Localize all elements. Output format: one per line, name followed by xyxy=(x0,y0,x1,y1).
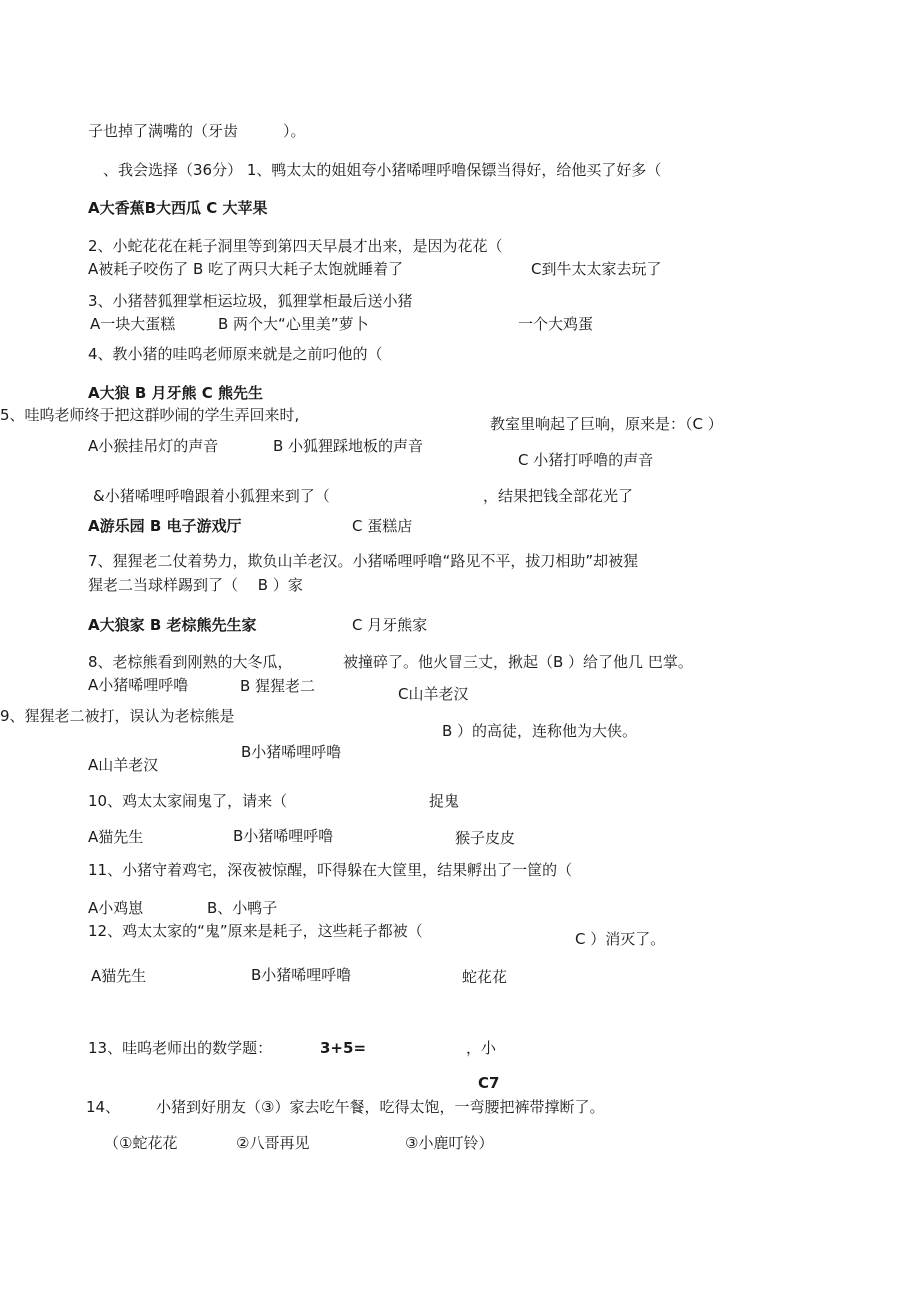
question-8-option-b: B 猩猩老二 xyxy=(240,677,316,695)
question-5-option-b: B 小狐狸踩地板的声音 xyxy=(273,437,424,455)
question-7-continuation: 猩老二当球样踢到了（ B ）家 xyxy=(88,576,303,594)
question-2: 2、小蛇花花在耗子洞里等到第四天早晨才出来，是因为花花（ xyxy=(88,237,503,255)
question-6-option-ab: A游乐园 B 电子游戏厅 xyxy=(88,517,242,535)
section-heading: 、我会选择（36分） 1、鸭太太的姐姐夸小猪唏哩呼噜保镖当得好，给他买了好多（ xyxy=(103,161,662,179)
question-10: 10、鸡太太家闹鬼了，请来（ xyxy=(88,792,288,810)
question-5-option-a: A小猴挂吊灯的声音 xyxy=(88,437,219,455)
question-10-option-c: 猴子皮皮 xyxy=(455,829,516,847)
question-5: 5、哇呜老师终于把这群吵闹的学生弄回来时, xyxy=(0,406,300,424)
question-14-number: 14、 xyxy=(86,1098,121,1116)
question-8: 8、老棕熊看到刚熟的大冬瓜， xyxy=(88,653,293,671)
question-11: 11、小猪守着鸡宅，深夜被惊醒，吓得躲在大筐里，结果孵出了一筐的（ xyxy=(88,861,573,879)
question-7-option-ab: A大狼家 B 老棕熊先生家 xyxy=(88,616,257,634)
question-13: 13、哇呜老师出的数学题： xyxy=(88,1039,273,1057)
question-9-continuation: B ）的高徒，连称他为大侠。 xyxy=(442,722,638,740)
question-12: 12、鸡太太家的“鬼”原来是耗子，这些耗子都被（ xyxy=(88,922,423,940)
question-10-continuation: 捉鬼 xyxy=(429,792,460,810)
question-8-option-a: A小猪唏哩呼噜 xyxy=(88,676,189,694)
question-14: 小猪到好朋友（③）家去吃午餐，吃得太饱，一弯腰把裤带撑断了。 xyxy=(156,1098,605,1116)
question-12-option-c: 蛇花花 xyxy=(462,968,508,986)
question-9-option-b: B小猪唏哩呼噜 xyxy=(241,743,342,761)
question-14-option-1: （①蛇花花 xyxy=(104,1134,178,1152)
question-7-option-c: C 月牙熊家 xyxy=(352,616,428,634)
question-6-continuation: ，结果把钱全部花光了 xyxy=(483,487,634,505)
text-line: 子也掉了满嘴的（牙齿 ）。 xyxy=(88,122,306,140)
question-3-option-a: A一块大蛋糕 xyxy=(90,315,176,333)
question-8-option-c: C山羊老汉 xyxy=(398,685,469,703)
question-13-expression: 3+5= xyxy=(320,1039,367,1057)
question-12-option-b: B小猪唏哩呼噜 xyxy=(251,966,352,984)
question-6-option-c: C 蛋糕店 xyxy=(352,517,413,535)
question-12-option-a: A猫先生 xyxy=(91,967,147,985)
question-3-option-b: B 两个大“心里美”萝卜 xyxy=(218,315,369,333)
question-8-continuation: 被撞碎了。他火冒三丈，揪起（B ）给了他几 巴掌。 xyxy=(343,653,693,671)
question-1-options: A大香蕉B大西瓜 C 大苹果 xyxy=(88,199,268,217)
question-13-continuation: ，小 xyxy=(466,1039,497,1057)
question-4-options: A大狼 B 月牙熊 C 熊先生 xyxy=(88,384,263,402)
question-13-answer: C7 xyxy=(478,1074,500,1092)
question-11-option-b: B、小鸭子 xyxy=(207,899,278,917)
question-7: 7、猩猩老二仗着势力，欺负山羊老汉。小猪唏哩呼噜“路见不平，拔刀相助”却被猩 xyxy=(88,552,639,570)
question-3: 3、小猪替狐狸掌柜运垃圾，狐狸掌柜最后送小猪 xyxy=(88,292,413,310)
question-3-option-c: 一个大鸡蛋 xyxy=(518,315,594,333)
question-2-option-c: C到牛太太家去玩了 xyxy=(531,260,662,278)
question-9-option-a: A山羊老汉 xyxy=(88,756,159,774)
question-10-option-a: A猫先生 xyxy=(88,828,144,846)
question-5-continuation: 教室里响起了巨响，原来是：（C ） xyxy=(490,415,723,433)
question-4: 4、教小猪的哇呜老师原来就是之前叼他的（ xyxy=(88,345,383,363)
question-12-continuation: C ）消灭了。 xyxy=(575,930,666,948)
question-14-option-3: ③小鹿叮铃） xyxy=(405,1134,494,1152)
question-5-option-c: C 小猪打呼噜的声音 xyxy=(518,451,654,469)
question-2-option-ab: A被耗子咬伤了 B 吃了两只大耗子太饱就睡着了 xyxy=(88,260,404,278)
question-9: 9、猩猩老二被打，误认为老棕熊是 xyxy=(0,707,235,725)
question-14-option-2: ②八哥再见 xyxy=(236,1134,310,1152)
question-6: &小猪唏哩呼噜跟着小狐狸来到了（ xyxy=(93,487,330,505)
question-11-option-a: A小鸡崽 xyxy=(88,899,144,917)
question-10-option-b: B小猪唏哩呼噜 xyxy=(233,827,334,845)
